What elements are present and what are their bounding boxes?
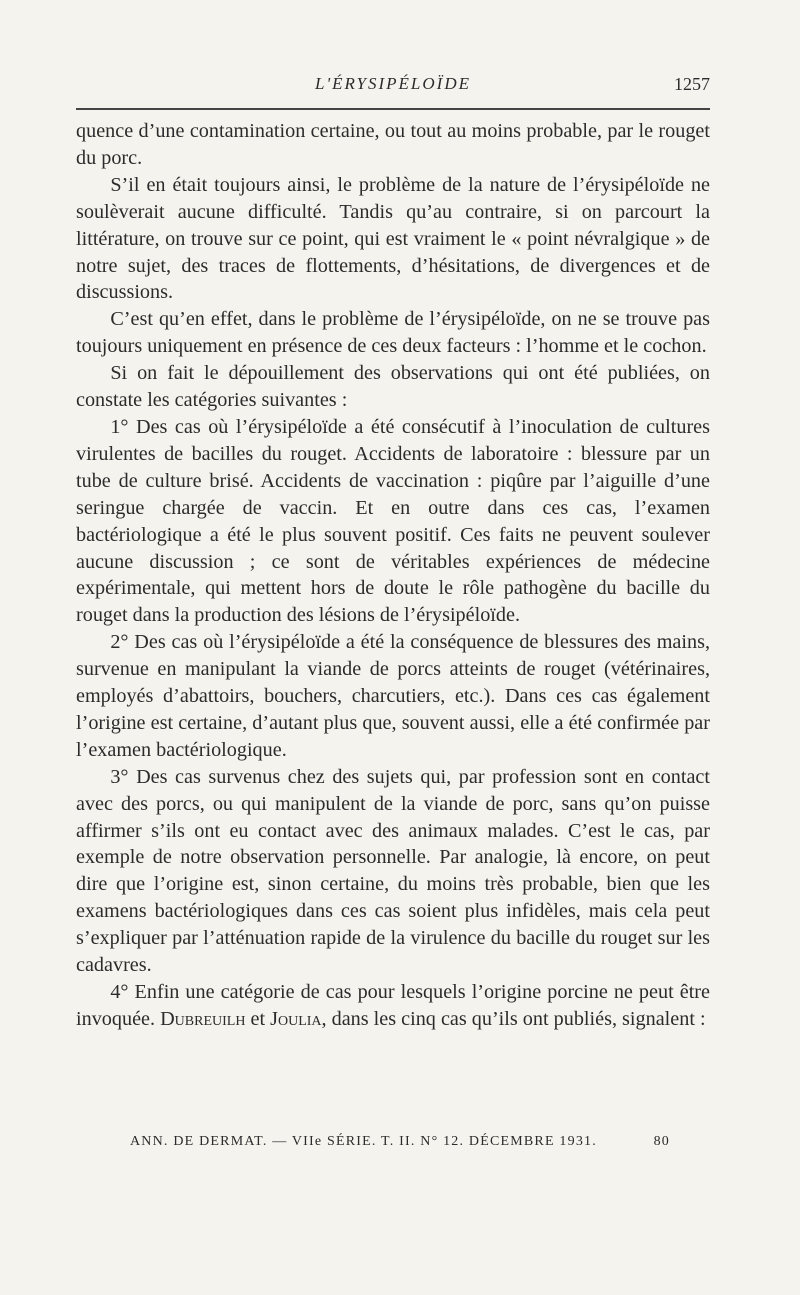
author-dubreuilh: Dubreuilh — [160, 1007, 246, 1030]
paragraph-5: 1° Des cas où l’érysipéloïde a été consécutif à l’inoculation de cultures virulentes de bacilles du rouget. Accidents de laboratoire : blessure par un tube de culture brisé. Accidents de vaccination : piqûre par l’aiguille d’une seringue chargée de vaccin. Et en outre dans ces cas, l’examen bactériologique a été le plus souvent positif. Ces faits ne peuvent soulever aucune discussion ; ce sont de véritables expériences de médecine expérimentale, qui mettent hors de doute le rôle pathogène du bacille du rouget dans la production des lésions de l’érysipéloïde. — [76, 415, 710, 627]
author-joulia: Joulia — [270, 1007, 322, 1030]
paragraph-6: 2° Des cas où l’érysipéloïde a été la conséquence de blessures des mains, survenue en manipulant la viande de porcs atteints de rouget (vétérinaires, employés d’abattoirs, bouchers, charcutiers, etc.). Dans ces cas également l’origine est certaine, d’autant plus que, souvent aussi, elle a été confirmée par l’examen bactériologique. — [76, 631, 710, 761]
page-number: 1257 — [674, 74, 710, 94]
paragraph-3: C’est qu’en effet, dans le problème de l’érysipéloïde, on ne se trouve pas toujours uniquement en présence de ces deux facteurs : l’homme et le cochon. — [76, 308, 710, 358]
header-rule — [76, 108, 710, 110]
paragraph-1: quence d’une contamination certaine, ou tout au moins probable, par le rouget du porc. — [76, 120, 710, 169]
paragraph-8 — [76, 979, 710, 1033]
paragraph-2: S’il en était toujours ainsi, le problème de la nature de l’érysipéloïde ne soulèverait aucune difficulté. Tandis qu’au contraire, si on parcourt la littérature, on trouve sur ce point, qui est vraiment le « point névralgique » de notre sujet, des traces de flottements, d’hésitations, de divergences et de discussions. — [76, 173, 710, 304]
page-footer — [130, 1134, 690, 1154]
paragraph-8-start: 4° Enfin une catégorie de cas pour lesquels l’origine porcine ne peut être invoquée. — [76, 981, 710, 1030]
journal-reference: ANN. DE DERMAT. — VIIe SÉRIE. T. II. N° 12. DÉCEMBRE 1931. — [130, 1134, 597, 1149]
page-header — [76, 74, 710, 100]
paragraph-4: Si on fait le dépouillement des observations qui ont été publiées, on constate les catégories suivantes : — [76, 362, 710, 412]
running-title: L'ÉRYSIPÉLOÏDE — [315, 74, 471, 93]
paragraph-7: 3° Des cas survenus chez des sujets qui, par profession sont en contact avec des porcs, ou qui manipulent de la viande de porc, sans qu’on puisse affirmer s’ils ont eu contact avec des animaux malades. C’est le cas, par exemple de notre observation personnelle. Par analogie, là encore, on peut dire que l’origine est, sinon certaine, du moins très probable, bien que les examens bactériologiques dans ces cas soient plus infidèles, mais cela peut s’expliquer par l’atténuation rapide de la virulence du bacille du rouget sur les cadavres. — [76, 765, 710, 977]
body-text — [76, 118, 710, 1033]
sheet-number: 80 — [653, 1134, 670, 1149]
paragraph-8-end: , dans les cinq cas qu’ils ont publiés, signalent : — [321, 1007, 706, 1030]
conjunction-et: et — [250, 1007, 266, 1030]
